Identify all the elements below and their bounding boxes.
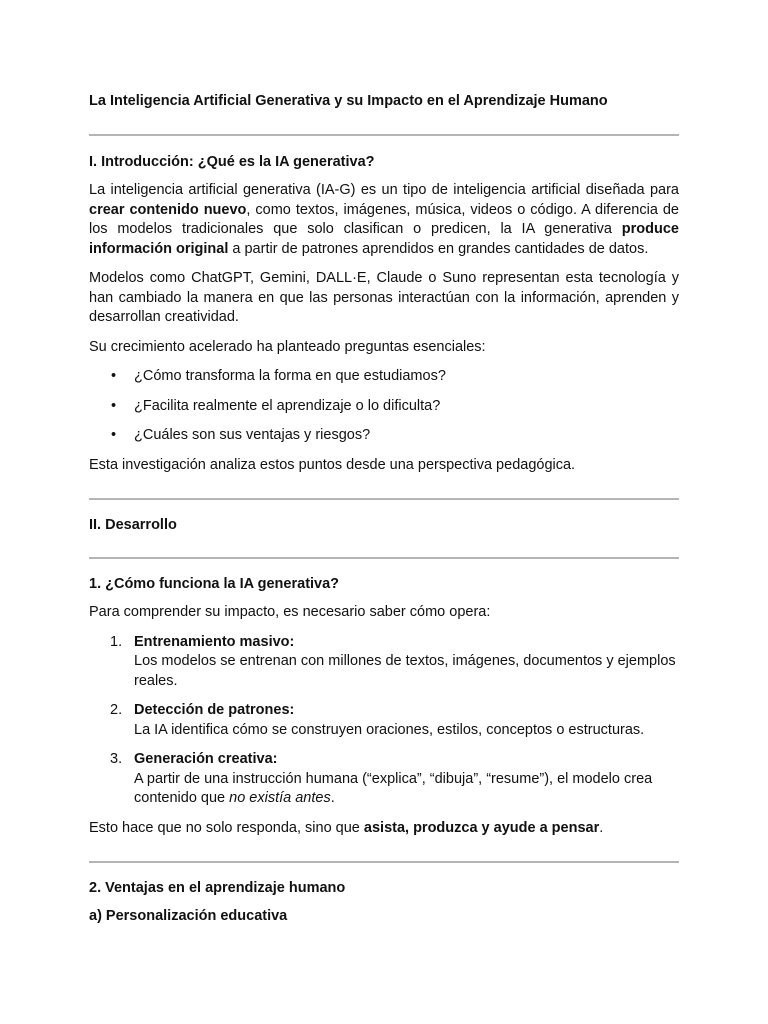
list-item	[89, 426, 679, 446]
intro-p1-bold-2: produce información original	[89, 221, 679, 257]
closing-text-c: .	[599, 819, 604, 836]
step-title: Entrenamiento masivo:	[134, 633, 295, 650]
heading-desarrollo: II. Desarrollo	[89, 517, 177, 533]
document-title: La Inteligencia Artificial Generativa y su Impacto en el Aprendizaje Humano	[89, 93, 608, 109]
intro-p1-text-d: a partir de patrones aprendidos en grandes cantidades de datos.	[228, 240, 649, 257]
questions-list	[89, 367, 679, 446]
intro-paragraph-4: Esta investigación analiza estos puntos desde una perspectiva pedagógica.	[89, 456, 576, 473]
section-divider	[89, 557, 679, 559]
step-number: 3.	[110, 751, 123, 767]
intro-p1-bold-1: crear contenido nuevo	[89, 201, 247, 218]
section-divider	[89, 498, 679, 500]
step-text-a: A partir de una instrucción humana (“explica”, “dibuja”, “resume”), el modelo crea contenido que	[134, 770, 653, 806]
intro-p1-text-a: La inteligencia artificial generativa (IA-G) es un tipo de inteligencia artificial diseñada para	[89, 182, 679, 198]
step-title: Detección de patrones:	[134, 702, 295, 718]
list-item	[89, 701, 679, 740]
heading-personalizacion: a) Personalización educativa	[89, 908, 288, 924]
intro-paragraph-1	[89, 181, 679, 259]
bullet-icon: •	[111, 427, 117, 443]
list-item	[89, 367, 679, 387]
step-text-italic: no existía antes	[229, 790, 331, 806]
how-lead-paragraph: Para comprender su impacto, es necesario saber cómo opera:	[89, 604, 491, 620]
step-number: 2.	[110, 702, 123, 718]
closing-text-a: Esto hace que no solo responda, sino que	[89, 819, 364, 836]
step-text: Los modelos se entrenan con millones de textos, imágenes, documentos y ejemplos reales.	[134, 653, 676, 689]
heading-introduccion: I. Introducción: ¿Qué es la IA generativa?	[89, 154, 375, 170]
step-text	[134, 770, 679, 809]
list-item	[89, 633, 679, 692]
step-title: Generación creativa:	[134, 751, 278, 767]
section-divider	[89, 861, 679, 863]
intro-p1-text-c: , como textos, imágenes, música, videos o código. A diferencia de los modelos tradicionales que solo clasifican o predicen, la IA generativa	[89, 201, 679, 237]
question-text: ¿Cómo transforma la forma en que estudiamos?	[134, 368, 446, 384]
step-number: 1.	[110, 633, 123, 650]
steps-list	[89, 633, 679, 809]
how-closing-paragraph	[89, 819, 679, 839]
bullet-icon: •	[111, 397, 117, 414]
intro-paragraph-2: Modelos como ChatGPT, Gemini, DALL·E, Claude o Suno representan esta tecnología y han cambiado la manera en que las personas interactúan con la información, aprenden y desarrollan creatividad.	[89, 270, 679, 325]
list-item	[89, 397, 679, 417]
question-text: ¿Facilita realmente el aprendizaje o lo dificulta?	[134, 397, 441, 414]
heading-como-funciona: 1. ¿Cómo funciona la IA generativa?	[89, 576, 340, 592]
bullet-icon: •	[111, 368, 117, 384]
heading-ventajas: 2. Ventajas en el aprendizaje humano	[89, 880, 346, 896]
section-divider	[89, 134, 679, 136]
intro-paragraph-3: Su crecimiento acelerado ha planteado preguntas esenciales:	[89, 338, 486, 355]
closing-bold: asista, produzca y ayude a pensar	[363, 819, 600, 836]
question-text: ¿Cuáles son sus ventajas y riesgos?	[134, 427, 371, 443]
step-text-b: .	[330, 790, 335, 806]
list-item	[89, 750, 679, 809]
step-text: La IA identifica cómo se construyen oraciones, estilos, conceptos o estructuras.	[134, 721, 645, 738]
document-body	[89, 92, 679, 925]
